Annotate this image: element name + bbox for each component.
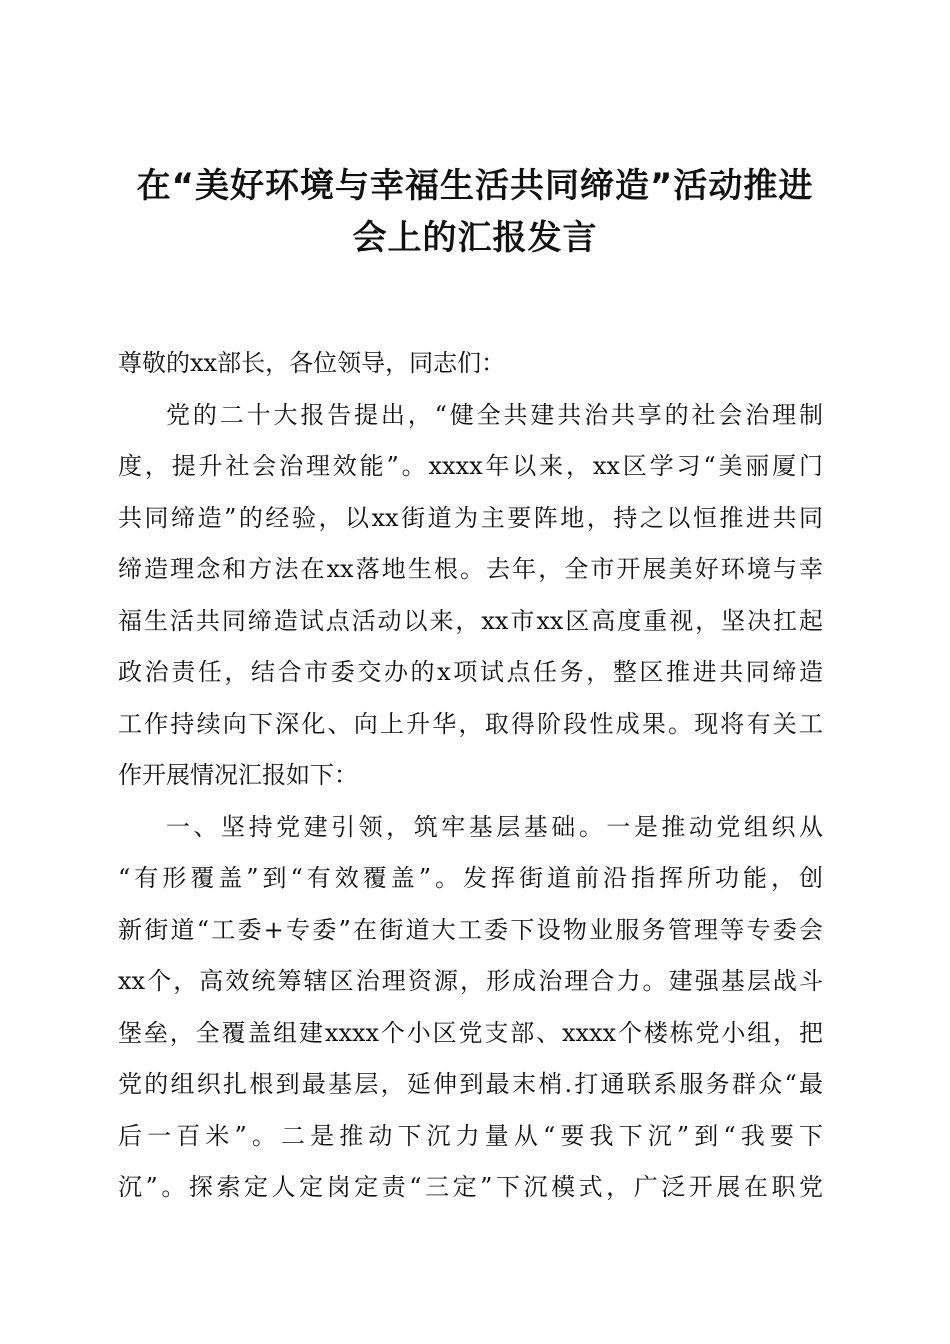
paragraph-line: 新街道“工委+专委”在街道大工委下设物业服务管理等专委会	[118, 915, 823, 944]
paragraph-line: 后一百米”。二是推动下沉力量从“要我下沉”到“我要下	[118, 1121, 823, 1150]
paragraph-line: 党的二十大报告提出，“健全共建共治共享的社会治理制	[166, 400, 823, 429]
paragraph-line: xx个，高效统筹辖区治理资源，形成治理合力。建强基层战斗	[118, 967, 823, 995]
paragraph-line: 沉”。探索定人定岗定责“三定”下沉模式，广泛开展在职党	[118, 1173, 823, 1201]
paragraph-line: 作开展情况汇报如下：	[118, 761, 358, 789]
paragraph-line: 堡垒，全覆盖组建xxxx个小区党支部、xxxx个楼栋党小组，把	[118, 1018, 823, 1047]
title-line-2: 会上的汇报发言	[352, 218, 598, 258]
document-body	[118, 338, 823, 1214]
paragraph-line: 工作持续向下深化、向上升华，取得阶段性成果。现将有关工	[118, 709, 823, 738]
salutation: 尊敬的xx部长，各位领导，同志们：	[118, 349, 506, 377]
paragraph-line: 政治责任，结合市委交办的x项试点任务，整区推进共同缔造	[118, 658, 823, 686]
paragraph-line: 福生活共同缔造试点活动以来，xx市xx区高度重视，坚决扛起	[118, 606, 823, 635]
paragraph-line: 共同缔造”的经验，以xx街道为主要阵地，持之以恒推进共同	[118, 503, 823, 532]
paragraph-line: 一、坚持党建引领，筑牢基层基础。一是推动党组织从	[166, 812, 823, 841]
paragraph-line: 党的组织扎根到最基层，延伸到最末梢.打通联系服务群众“最	[118, 1070, 823, 1098]
paragraph-line: “有形覆盖”到“有效覆盖”。发挥街道前沿指挥所功能，创	[118, 864, 823, 892]
paragraph-line: 度，提升社会治理效能”。xxxx年以来，xx区学习“美丽厦门	[118, 452, 823, 480]
paragraph-line: 缔造理念和方法在xx落地生根。去年，全市开展美好环境与幸	[118, 555, 823, 583]
title-line-1: 在“美好环境与幸福生活共同缔造”活动推进	[136, 166, 814, 206]
document-title	[110, 160, 840, 264]
